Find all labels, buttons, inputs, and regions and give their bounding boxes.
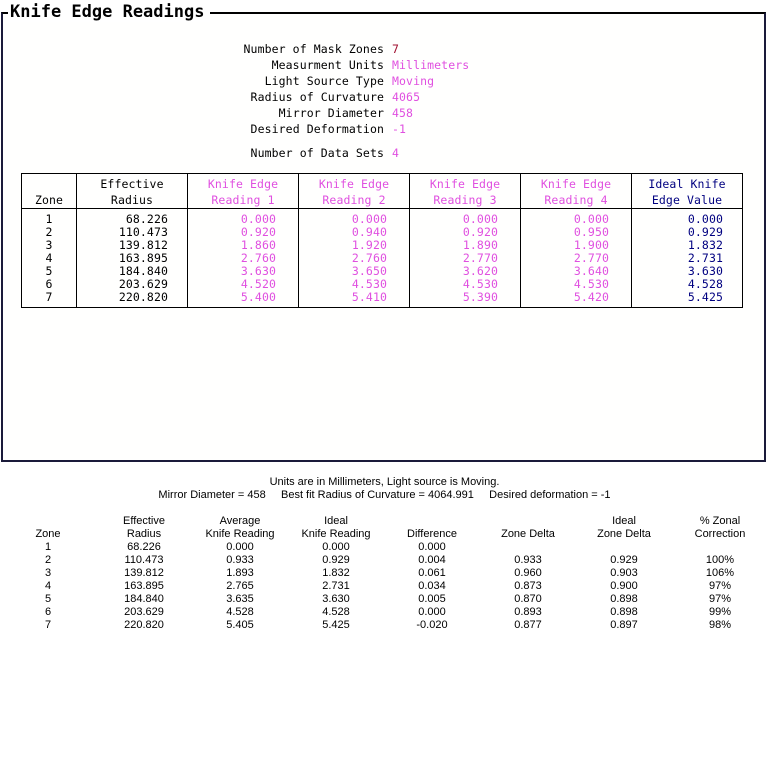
cell-value: 0.920 [462,225,498,239]
cell-value: 5.410 [351,290,387,304]
cell-value: 1 [45,212,53,226]
header-line: Knife Edge [540,177,612,191]
results-cell: 203.629 [124,606,164,618]
results-cell: 163.895 [124,580,164,592]
header-line: Reading 4 [544,193,608,207]
results-cell: 3.630 [322,593,350,605]
cell-value: 1.920 [351,238,387,252]
header-line: Reading 2 [322,193,386,207]
header-line: Edge Value [651,193,723,207]
summary-line-1: Units are in Millimeters, Light source is Moving. [269,476,500,488]
cell-value: 1.900 [573,238,609,252]
results-header-line [0,515,98,528]
results-column [190,515,290,632]
results-cell: 0.898 [610,606,638,618]
cell-value: 110.473 [118,225,168,239]
results-cell: 0.000 [418,606,446,618]
results-cell: 4 [44,580,52,592]
results-header-line: Knife Reading [205,528,275,540]
cell-value: 0.000 [573,212,609,226]
table-cell [188,291,299,308]
table-cell [22,291,77,308]
cell-value: 2.731 [687,251,723,265]
cell-value: 2.770 [462,251,498,265]
results-cell: 68.226 [127,541,161,553]
cell-value: 3.640 [573,264,609,278]
results-cell: 5 [44,593,52,605]
results-cell: 0.005 [418,593,446,605]
cell-value: 3 [45,238,53,252]
cell-value: 2.770 [573,251,609,265]
param-value: 7 [392,42,400,56]
results-cell: 2.765 [226,580,254,592]
readings-table-header [22,174,743,209]
cell-value: 184.840 [118,264,168,278]
results-cell: 220.820 [124,619,164,631]
results-cell: 97% [708,580,732,592]
results-header-line: Zone Delta [597,528,651,540]
cell-value: 5.400 [240,290,276,304]
results-column [670,515,769,632]
results-cell: 7 [44,619,52,631]
results-header-line [382,515,482,528]
param-value: Moving [392,74,435,88]
results-cell: 0.893 [514,606,542,618]
cell-value: 0.000 [351,212,387,226]
results-header-line: Correction [694,528,746,540]
results-cell: 0.000 [418,541,446,553]
column-header [410,174,521,209]
cell-value: 220.820 [118,290,168,304]
results-header-line [478,515,578,528]
cell-value: 4.530 [573,277,609,291]
cell-value: 5.390 [462,290,498,304]
results-cell: 99% [708,606,732,618]
param-label: Measurment Units [271,58,384,72]
results-cell: 0.897 [610,619,638,631]
cell-value: 0.940 [351,225,387,239]
frame-title: Knife Edge Readings [8,2,210,22]
results-cell: 1.893 [226,567,254,579]
cell-value: 1.890 [462,238,498,252]
data-sets-value: 4 [392,146,400,160]
column-header [188,174,299,209]
results-cell: 0.034 [418,580,446,592]
cell-value: 3.650 [351,264,387,278]
results-cell [670,541,769,554]
results-cell: 2 [44,554,52,566]
header-line [22,176,76,192]
results-cell: 0.933 [226,554,254,566]
results-cell: 0.004 [418,554,446,566]
readings-table [21,173,743,308]
cell-value: 3.630 [687,264,723,278]
cell-value: 4.528 [687,277,723,291]
results-cell [574,541,674,554]
results-header-line: Ideal [612,515,636,527]
cell-value: 4.530 [351,277,387,291]
results-cell: 97% [708,593,732,605]
cell-value: 3.630 [240,264,276,278]
data-sets-label: Number of Data Sets [250,146,384,160]
results-cell: 98% [708,619,732,631]
cell-value: 7 [45,290,53,304]
results-cell: 0.000 [226,541,254,553]
cell-value: 0.000 [462,212,498,226]
results-cell: 5.425 [322,619,350,631]
results-cell: 4.528 [226,606,254,618]
results-header-line: Difference [407,528,457,540]
header-line: Radius [110,193,154,207]
results-header-line: Ideal [324,515,348,527]
results-cell: 6 [44,606,52,618]
column-header [22,174,77,209]
cell-value: 163.895 [118,251,168,265]
results-header-line: Radius [126,528,162,540]
table-row [22,291,743,308]
param-value: Millimeters [392,58,470,72]
cell-value: 0.000 [240,212,276,226]
results-cell: 139.812 [124,567,164,579]
results-cell: 0.873 [514,580,542,592]
header-line: Reading 3 [433,193,497,207]
header-line: Ideal Knife [648,177,726,191]
results-column [0,515,98,632]
param-value: 458 [392,106,414,120]
results-cell: 0.900 [610,580,638,592]
results-cell: 3.635 [226,593,254,605]
table-cell [22,209,77,227]
results-column [574,515,674,632]
results-header-line: % Zonal [699,515,741,527]
cell-value: 0.000 [687,212,723,226]
cell-value: 2.760 [240,251,276,265]
table-cell [410,209,521,227]
cell-value: 68.226 [125,212,168,226]
param-label: Radius of Curvature [250,90,384,104]
results-cell: 106% [705,567,735,579]
header-line: Zone [34,193,64,207]
results-cell: 1.832 [322,567,350,579]
results-cell: -0.020 [416,619,448,631]
cell-value: 4 [45,251,53,265]
header-line: Knife Edge [429,177,501,191]
results-cell: 100% [705,554,735,566]
table-cell [299,291,410,308]
results-cell: 0.933 [514,554,542,566]
param-label: Light Source Type [264,74,384,88]
cell-value: 139.812 [118,238,168,252]
results-cell: 0.929 [610,554,638,566]
results-cell: 0.929 [322,554,350,566]
results-cell: 0.877 [514,619,542,631]
cell-value: 0.929 [687,225,723,239]
results-cell: 0.898 [610,593,638,605]
cell-value: 4.530 [462,277,498,291]
summary-line-2: Mirror Diameter = 458 Best fit Radius of Curvature = 4064.991 Desired deformation = -1 [158,489,611,501]
cell-value: 0.920 [240,225,276,239]
results-cell: 0.960 [514,567,542,579]
results-header-line: Effective [123,515,165,527]
results-cell: 0.000 [322,541,350,553]
results-column [478,515,578,632]
results-column [286,515,386,632]
table-cell [521,291,632,308]
results-column [94,515,194,632]
cell-value: 2.760 [351,251,387,265]
cell-value: 5.420 [573,290,609,304]
results-header-line: Knife Reading [301,528,371,540]
table-cell [77,291,188,308]
cell-value: 203.629 [118,277,168,291]
cell-value: 3.620 [462,264,498,278]
header-line: Reading 1 [211,193,275,207]
column-header [632,174,743,209]
results-cell [478,541,578,554]
table-cell [188,209,299,227]
table-cell [410,291,521,308]
cell-value: 2 [45,225,53,239]
cell-value: 1.860 [240,238,276,252]
results-cell: 110.473 [124,554,164,566]
results-cell: 0.903 [610,567,638,579]
results-cell: 1 [44,541,52,553]
results-column [382,515,482,632]
results-cell: 0.061 [418,567,446,579]
table-cell [632,291,743,308]
param-label: Number of Mask Zones [243,42,384,56]
table-cell [632,209,743,227]
results-cell: 0.870 [514,593,542,605]
param-value: 4065 [392,90,421,104]
table-cell [77,209,188,227]
column-header [521,174,632,209]
results-cell: 184.840 [124,593,164,605]
table-cell [521,209,632,227]
header-line: Knife Edge [318,177,390,191]
cell-value: 5 [45,264,53,278]
results-cell: 2.731 [322,580,350,592]
column-header [299,174,410,209]
cell-value: 5.425 [687,290,723,304]
cell-value: 0.950 [573,225,609,239]
param-label: Mirror Diameter [278,106,384,120]
header-line: Knife Edge [207,177,279,191]
results-header-line: Zone Delta [501,528,555,540]
results-header-line: Zone [35,528,61,540]
param-value: -1 [392,122,407,136]
results-cell: 4.528 [322,606,350,618]
cell-value: 6 [45,277,53,291]
cell-value: 4.520 [240,277,276,291]
results-header-line: Average [219,515,261,527]
column-header [77,174,188,209]
table-cell [299,209,410,227]
param-label: Desired Deformation [250,122,384,136]
table-row [22,209,743,227]
results-cell: 5.405 [226,619,254,631]
header-line: Effective [100,177,164,191]
results-cell: 3 [44,567,52,579]
cell-value: 1.832 [687,238,723,252]
